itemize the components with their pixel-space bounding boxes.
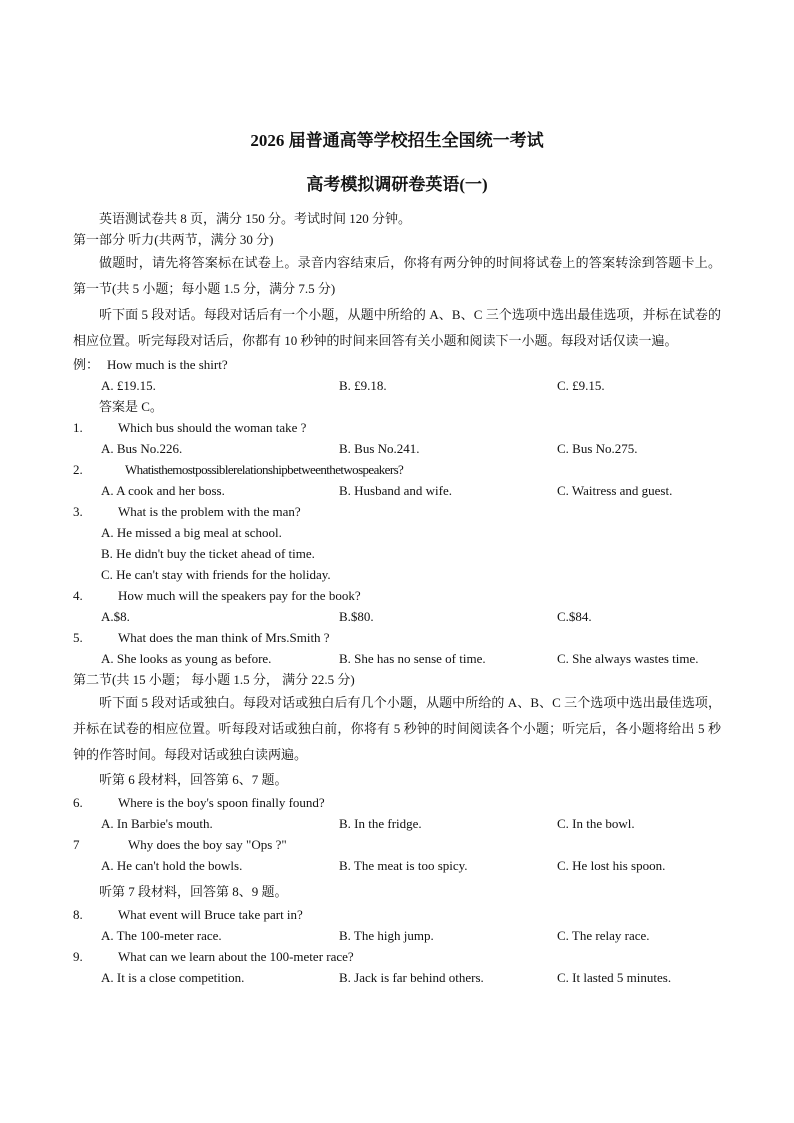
section1-directions: 听下面 5 段对话。每段对话后有一个小题，从题中所给的 A、B、C 三个选项中选出最佳选项，并标在试卷的相应位置。听完每段对话后，你都有 10 秒钟的时间来回答有关小题和阅读下一小题。每段对话仅读一遍。 <box>73 307 721 348</box>
option-b: B. The meat is too spicy. <box>339 858 468 873</box>
example-option-c: C. £9.15. <box>557 378 605 393</box>
question-3 <box>73 501 721 522</box>
question-text: What does the man think of Mrs.Smith ? <box>118 630 330 645</box>
question-number: 2. <box>73 462 83 477</box>
material-7-note: 听第 7 段材料，回答第 8、9 题。 <box>99 884 288 899</box>
question-6-options <box>73 813 721 834</box>
option-b: B. He didn't buy the ticket ahead of time. <box>101 546 315 561</box>
option-c: C. In the bowl. <box>557 816 635 831</box>
exam-subtitle: 高考模拟调研卷英语(一) <box>306 175 488 194</box>
question-4-options <box>73 606 721 627</box>
question-text: Where is the boy's spoon finally found? <box>118 795 325 810</box>
option-c: C. She always wastes time. <box>557 651 699 666</box>
example-question <box>73 354 721 375</box>
question-text: What event will Bruce take part in? <box>118 907 303 922</box>
question-number: 6. <box>73 795 83 810</box>
option-b: B. The high jump. <box>339 928 434 943</box>
question-text: How much will the speakers pay for the book? <box>118 588 361 603</box>
exam-content <box>73 208 721 988</box>
option-c: C. He can't stay with friends for the holiday. <box>101 567 331 582</box>
question-3-option-b-row <box>73 543 721 564</box>
question-4 <box>73 585 721 606</box>
question-1-options <box>73 438 721 459</box>
section2-heading: 第二节(共 15 小题； 每小题 1.5 分， 满分 22.5 分) <box>73 672 355 687</box>
section2-directions: 听下面 5 段对话或独白。每段对话或独白后有几个小题，从题中所给的 A、B、C 三个选项中选出最佳选项，并标在试卷的相应位置。听每段对话或独白前，你将有 5 秒钟的时间阅读各个小题；听完后，各小题将给出 5 秒钟的作答时间。每段对话或独白读两遍。 <box>73 695 721 762</box>
option-a: A. In Barbie's mouth. <box>101 816 213 831</box>
option-c: C. He lost his spoon. <box>557 858 666 873</box>
question-text: What can we learn about the 100-meter race? <box>118 949 354 964</box>
intro-text: 英语测试卷共 8 页，满分 150 分。考试时间 120 分钟。 <box>99 211 412 226</box>
question-text: Why does the boy say "Ops ?" <box>128 837 287 852</box>
part1-instructions: 做题时，请先将答案标在试卷上。录音内容结束后，你将有两分钟的时间将试卷上的答案转涂到答题卡上。第一节(共 5 小题；每小题 1.5 分，满分 7.5 分) <box>73 255 721 296</box>
option-a: A. It is a close competition. <box>101 970 245 985</box>
option-c: C. It lasted 5 minutes. <box>557 970 672 985</box>
option-a: A.$8. <box>101 609 130 624</box>
part1-heading: 第一部分 听力(共两节，满分 30 分) <box>73 232 274 247</box>
option-a: A. He can't hold the bowls. <box>101 858 243 873</box>
option-c: C. Bus No.275. <box>557 441 638 456</box>
question-number: 1. <box>73 420 83 435</box>
material-6-note: 听第 6 段材料，回答第 6、7 题。 <box>99 772 288 787</box>
example-answer: 答案是 C。 <box>99 399 163 414</box>
question-8-options <box>73 925 721 946</box>
question-1 <box>73 417 721 438</box>
option-a: A. She looks as young as before. <box>101 651 272 666</box>
example-label: 例： <box>73 357 100 372</box>
option-b: B.$80. <box>339 609 374 624</box>
question-5 <box>73 627 721 648</box>
option-b: B. Jack is far behind others. <box>339 970 484 985</box>
option-c: C. Waitress and guest. <box>557 483 673 498</box>
option-c: C. The relay race. <box>557 928 650 943</box>
question-3-option-a-row <box>73 522 721 543</box>
option-c: C.$84. <box>557 609 592 624</box>
question-9-options <box>73 967 721 988</box>
question-text: Whatisthemostpossiblerelationshipbetweenthetwospeakers? <box>125 462 404 477</box>
example-option-b: B. £9.18. <box>339 378 387 393</box>
question-2 <box>73 459 721 480</box>
question-number: 7 <box>73 837 80 852</box>
option-b: B. Bus No.241. <box>339 441 420 456</box>
example-option-a: A. £19.15. <box>101 378 156 393</box>
exam-title: 2026 届普通高等学校招生全国统一考试 <box>250 131 544 150</box>
question-2-options <box>73 480 721 501</box>
example-question-text: How much is the shirt? <box>107 357 228 372</box>
option-b: B. In the fridge. <box>339 816 422 831</box>
question-number: 3. <box>73 504 83 519</box>
question-number: 9. <box>73 949 83 964</box>
option-b: B. Husband and wife. <box>339 483 453 498</box>
option-a: A. Bus No.226. <box>101 441 183 456</box>
option-a: A. A cook and her boss. <box>101 483 225 498</box>
question-number: 8. <box>73 907 83 922</box>
question-7 <box>73 834 721 855</box>
question-8 <box>73 904 721 925</box>
option-a: A. He missed a big meal at school. <box>101 525 282 540</box>
option-b: B. She has no sense of time. <box>339 651 486 666</box>
question-number: 4. <box>73 588 83 603</box>
question-6 <box>73 792 721 813</box>
question-number: 5. <box>73 630 83 645</box>
option-a: A. The 100-meter race. <box>101 928 222 943</box>
question-3-option-c-row <box>73 564 721 585</box>
question-5-options <box>73 648 721 669</box>
question-7-options <box>73 855 721 876</box>
example-options <box>73 375 721 396</box>
question-text: Which bus should the woman take ? <box>118 420 307 435</box>
question-text: What is the problem with the man? <box>118 504 301 519</box>
question-9 <box>73 946 721 967</box>
